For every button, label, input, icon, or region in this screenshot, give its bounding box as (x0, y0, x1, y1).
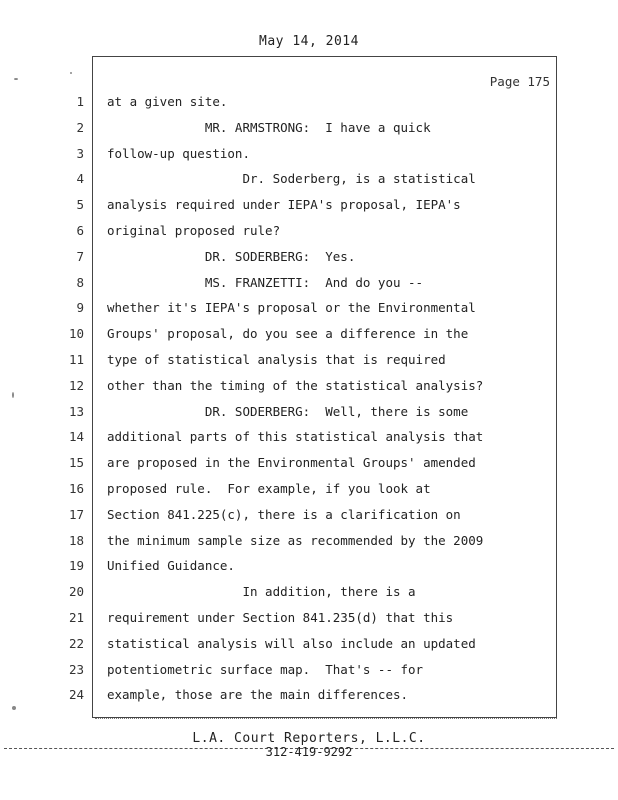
line-number: 14 (68, 429, 84, 445)
transcript-line: Dr. Soderberg, is a statistical (107, 171, 476, 187)
line-number: 13 (68, 403, 84, 419)
line-number: 9 (76, 300, 84, 316)
line-number: 23 (68, 661, 84, 677)
transcript-line: follow-up question. (107, 145, 250, 161)
transcript-line: DR. SODERBERG: Well, there is some (107, 403, 469, 419)
transcript-line: Section 841.225(c), there is a clarification on (107, 506, 461, 522)
scan-speck (14, 78, 18, 80)
line-number: 16 (68, 481, 84, 496)
transcript-line: statistical analysis will also include an updated (107, 635, 476, 651)
transcript-line: MS. FRANZETTI: And do you -- (107, 274, 424, 290)
transcript-line: Unified Guidance. (107, 558, 235, 574)
line-number: 19 (68, 558, 84, 574)
line-number: 4 (76, 171, 84, 187)
line-number: 5 (76, 197, 84, 213)
transcript-line: Groups' proposal, do you see a difference in the (107, 326, 469, 342)
scan-speck (12, 706, 16, 710)
line-number: 21 (68, 610, 84, 625)
line-number: 6 (76, 223, 84, 238)
line-number: 12 (68, 377, 84, 393)
line-number: 22 (68, 635, 84, 651)
transcript-line: at a given site. (107, 94, 228, 109)
transcript-line: proposed rule. For example, if you look at (107, 481, 431, 496)
scan-speck (70, 72, 72, 74)
line-number: 10 (68, 326, 84, 342)
transcript-line: example, those are the main differences. (107, 687, 409, 703)
transcript-line: original proposed rule? (107, 223, 281, 238)
line-number: 15 (68, 455, 84, 471)
transcript-line: DR. SODERBERG: Yes. (107, 248, 356, 264)
line-number: 24 (68, 687, 84, 703)
transcript-line: requirement under Section 841.235(d) that this (107, 610, 454, 625)
line-number: 18 (68, 532, 84, 548)
transcript-line: type of statistical analysis that is required (107, 352, 446, 367)
line-number: 8 (76, 274, 84, 290)
line-number: 1 (76, 94, 84, 109)
transcript-line: are proposed in the Environmental Groups' amended (107, 455, 476, 471)
line-number: 11 (68, 352, 84, 367)
footer-firm-name: L.A. Court Reporters, L.L.C. (192, 731, 426, 746)
line-number: 3 (76, 145, 84, 161)
scan-speck (12, 392, 14, 398)
transcript-line: additional parts of this statistical analysis that (107, 429, 484, 445)
footer-phone: 312-419-9292 (265, 745, 353, 759)
page-number: Page 175 (489, 74, 550, 89)
transcript-line: potentiometric surface map. That's -- for (107, 661, 424, 677)
page-date: May 14, 2014 (259, 34, 359, 49)
transcript-line: In addition, there is a (107, 584, 416, 600)
transcript-line: analysis required under IEPA's proposal, IEPA's (107, 197, 461, 213)
transcript-line: MR. ARMSTRONG: I have a quick (107, 119, 431, 135)
transcript-line: the minimum sample size as recommended by the 2009 (107, 532, 484, 548)
line-number: 20 (68, 584, 84, 600)
line-number: 2 (76, 119, 84, 135)
line-number: 7 (76, 248, 84, 264)
transcript-line: other than the timing of the statistical analysis? (107, 377, 484, 393)
frame-bottom-shadow (95, 718, 557, 722)
transcript-line: whether it's IEPA's proposal or the Environmental (107, 300, 476, 316)
line-number: 17 (68, 506, 84, 522)
